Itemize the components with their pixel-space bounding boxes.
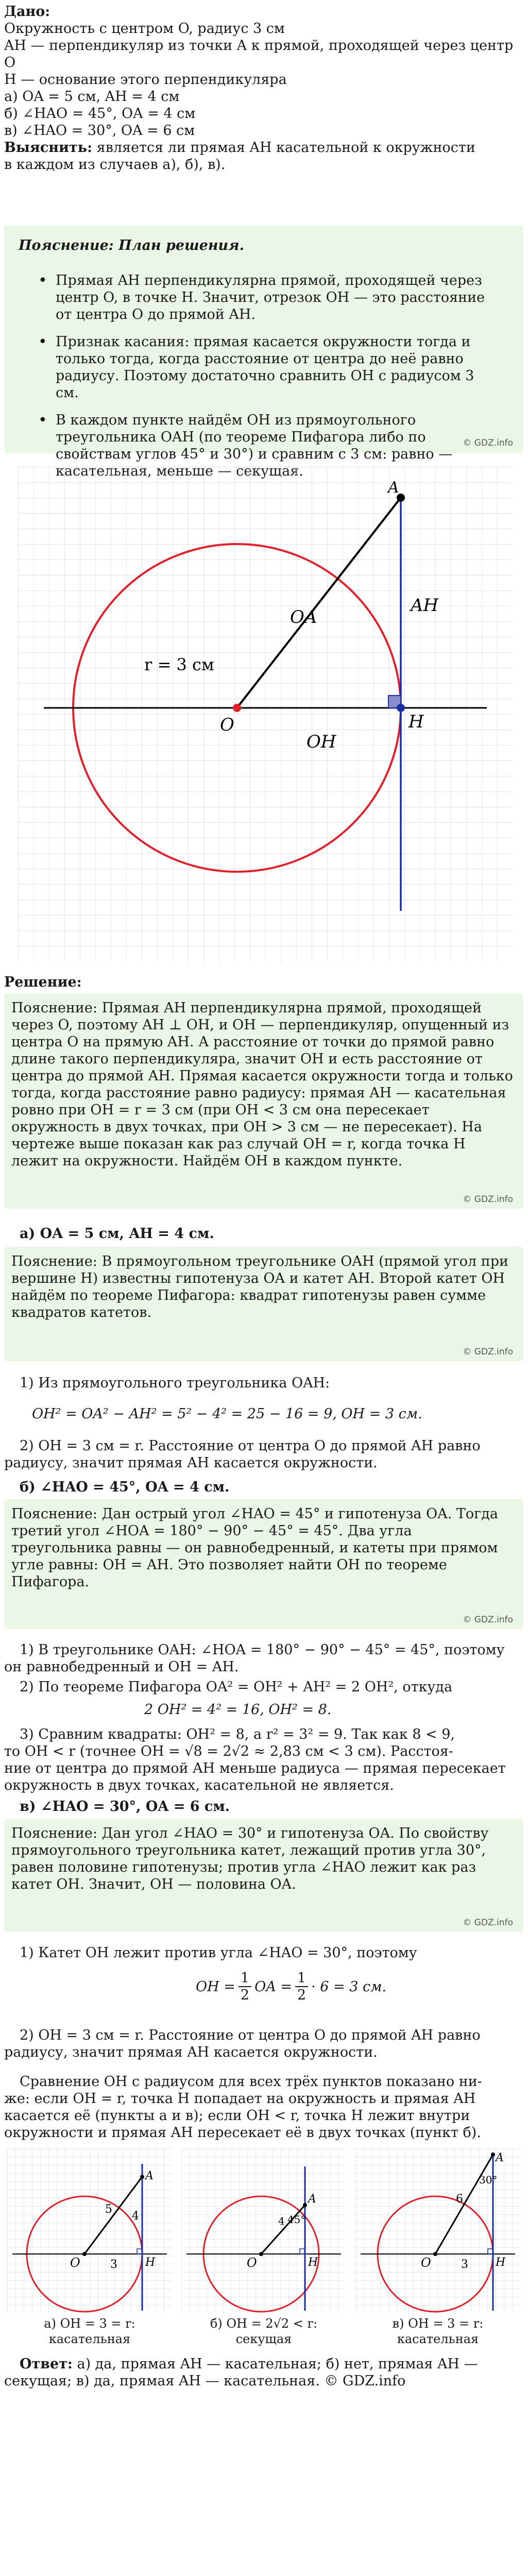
summary-line4: окружности и прямая AH пересекает её в двух точках (пункт б). xyxy=(4,2125,481,2141)
fraction-den: 2 xyxy=(297,1987,306,2003)
answer-line1 xyxy=(20,2355,519,2372)
label-oa-value: 4 xyxy=(278,2215,285,2227)
small-figure-c xyxy=(355,2148,520,2313)
part-b-header: б) ∠HAO = 45°, OA = 4 см. xyxy=(20,1479,230,1495)
given-case-b: б) ∠HAO = 45°, OA = 4 см xyxy=(4,106,196,122)
point-a xyxy=(491,2153,495,2157)
part-b-formula: 2 OH² = 4² = 16, OH² = 8. xyxy=(144,1702,332,1718)
part-b-explanation: Пояснение: Дан острый угол ∠HAO = 45° и гипотенуза OA. Тогда третий угол ∠HOA = 180° − 90° − 45° = 45°. Два угла треугольника равны — он равнобедренный, и катеты при прямом угле равны: OH = AH. Это позволяет найти OH по теореме Пифагора. xyxy=(11,1506,499,1590)
label-a: A xyxy=(496,2151,504,2164)
gdz-watermark: © GDZ.info xyxy=(463,1194,513,1205)
small-figure-a xyxy=(7,2148,172,2313)
formula-right2: · 6 = 3 см. xyxy=(311,1978,387,1995)
grid-background xyxy=(355,2148,520,2313)
given-heading: Дано: xyxy=(4,4,50,20)
label-oh: OH xyxy=(306,732,336,752)
part-a-formula: OH² = OA² − AH² = 5² − 4² = 25 − 16 = 9, OH = 3 см. xyxy=(32,1406,422,1422)
plan-item: • Признак касания: прямая касается окружности тогда и только тогда, когда расстояние от центра до неё равно радиусу. Поэтому достаточно сравнить OH с радиусом 3 см. xyxy=(35,333,499,401)
center-point xyxy=(259,2252,263,2256)
part-c-box xyxy=(4,1819,523,1932)
answer-line2: секущая; в) да, прямая AH — касательная. © GDZ.info xyxy=(4,2373,406,2389)
part-c-step2-line1: 2) OH = 3 см = r. Расстояние от центра O до прямой AH равно xyxy=(20,2027,481,2043)
point-a xyxy=(303,2203,307,2207)
fraction xyxy=(295,1970,308,2003)
given-case-a: а) OA = 5 см, AH = 4 см xyxy=(4,89,180,105)
small-figure-b xyxy=(181,2148,346,2313)
fraction xyxy=(239,1970,251,2003)
given-line: Окружность с центром O, радиус 3 см xyxy=(4,21,285,37)
formula-left: OH = xyxy=(196,1978,235,1995)
label-oa-value: 5 xyxy=(105,2203,112,2216)
summary-line2: же: если OH = r, точка H попадает на окружность и прямая AH xyxy=(4,2091,476,2107)
part-a-step1: 1) Из прямоугольного треугольника OAH: xyxy=(20,1375,330,1391)
part-b-step1-line1: 1) В треугольнике OAH: ∠HOA = 180° − 90° − 45° = 45°, поэтому xyxy=(20,1642,505,1658)
label-ah: AH xyxy=(411,595,439,616)
caption-line: касательная xyxy=(397,2332,479,2346)
label-ah-value: 4 xyxy=(132,2210,139,2223)
given-case-c: в) ∠HAO = 30°, OA = 6 см xyxy=(4,123,195,139)
point-a xyxy=(140,2175,144,2179)
plan-list xyxy=(35,272,499,490)
gdz-watermark: © GDZ.info xyxy=(463,1615,513,1625)
part-a-step2-line1: 2) OH = 3 см = r. Расстояние от центра O до прямой AH равно xyxy=(20,1438,481,1454)
part-a-step2-line2: радиусу, значит прямая AH касается окружности. xyxy=(4,1455,378,1471)
part-c-step2-line2: радиусу, значит прямая AH касается окружности. xyxy=(4,2044,378,2060)
grid-background xyxy=(181,2148,346,2313)
part-b-box xyxy=(4,1499,523,1629)
label-o: O xyxy=(421,2256,431,2270)
label-oh-value: 3 xyxy=(461,2258,468,2271)
answer-text: а) да, прямая AH — касательная; б) нет, прямая AH — xyxy=(72,2356,478,2372)
part-a-header: а) OA = 5 см, AH = 4 см. xyxy=(20,1226,214,1242)
fraction-num: 1 xyxy=(239,1970,251,1987)
part-b-step3-line4: окружность в двух точках, касательной не является. xyxy=(4,1777,394,1793)
part-c-explanation: Пояснение: Дан угол ∠HAO = 30° и гипотенуза OA. По свойству прямоугольного треугольника катет, лежащий против угла 30°, равен половине гипотенузы; против угла ∠HAO лежит как раз катет OH. Значит, OH — половина OA. xyxy=(11,1825,489,1892)
label-oh-value: 3 xyxy=(110,2258,117,2271)
label-a: A xyxy=(388,479,399,497)
label-oa-value: 6 xyxy=(456,2193,463,2206)
task-line xyxy=(4,139,524,156)
label-a: A xyxy=(308,2193,316,2206)
grid-background xyxy=(18,467,513,961)
label-o: O xyxy=(70,2256,80,2270)
summary-line3: касается её (пункты а и в); если OH < r, точка H лежит внутри xyxy=(4,2108,470,2124)
caption-line: секущая xyxy=(235,2332,292,2346)
part-c-header: в) ∠HAO = 30°, OA = 6 см. xyxy=(20,1799,230,1815)
part-b-step3-line3: ние от центра до прямой AH меньше радиуса — прямая пересекает xyxy=(4,1760,506,1776)
task-label: Выяснить: xyxy=(4,140,93,156)
given-line: H — основание этого перпендикуляра xyxy=(4,72,287,88)
solution-explanation: Пояснение: Прямая AH перпендикулярна прямой, проходящей через O, поэтому AH ⊥ OH, и OH — перпендикуляр, опущенный из центра O на прямую AH. А расстояние от точки до прямой равно длине такого перпендикуляра, значит OH и есть расстояние от центра до прямой AH. Прямая касается окружности тогда и только тогда, когда расстояние равно радиусу: прямая AH — касательная ровно при OH = r = 3 см (при OH < 3 см она пересекает окружность в двух точках, при OH > 3 см — не пересекает). На чертеже выше показан как раз случай OH = r, когда точка H лежит на окружности. Найдём OH в каждом пункте. xyxy=(11,1000,513,1169)
center-point xyxy=(433,2252,437,2256)
label-a: A xyxy=(145,2170,154,2182)
part-b-step2: 2) По теореме Пифагора OA² = OH² + AH² = 2 OH², откуда xyxy=(20,1679,453,1695)
fraction-num: 1 xyxy=(295,1970,308,1987)
main-figure xyxy=(18,467,513,961)
label-h: H xyxy=(145,2256,156,2269)
solution-box xyxy=(4,993,523,1209)
task-line-2: в каждом из случаев а), б), в). xyxy=(4,157,226,173)
part-b-step3-line1: 3) Сравним квадраты: OH² = 8, а r² = 3² = 9. Так как 8 < 9, xyxy=(20,1726,455,1742)
part-c-formula xyxy=(196,1970,386,2003)
part-a-box xyxy=(4,1247,523,1361)
label-o: O xyxy=(247,2256,257,2270)
formula-right: OA = xyxy=(254,1978,292,1995)
label-angle: 45° xyxy=(287,2213,306,2226)
small-figure-c-caption xyxy=(355,2316,520,2347)
part-b-step3-line2: то OH < r (точнее OH = √8 = 2√2 ≈ 2,83 см < 3 см). Расстоя- xyxy=(4,1743,453,1759)
given-line: O xyxy=(4,55,16,71)
fraction-den: 2 xyxy=(240,1987,250,2003)
label-h: H xyxy=(496,2256,506,2269)
center-point xyxy=(82,2252,87,2256)
task-text: является ли прямая AH касательной к окружности xyxy=(92,140,475,156)
answer-label: Ответ: xyxy=(20,2356,73,2372)
label-oa: OA xyxy=(290,607,317,628)
caption-line: а) OH = 3 = r: xyxy=(44,2316,135,2331)
label-angle: 30° xyxy=(479,2174,498,2186)
small-figure-b-caption xyxy=(181,2316,346,2347)
label-h: H xyxy=(408,711,424,732)
part-b-step1-line2: он равнобедренный и OH = AH. xyxy=(4,1659,239,1675)
plan-item: • В каждом пункте найдём OH из прямоугольного треугольника OAH (по теореме Пифагора либо по свойствам углов 45° и 30°) и сравним с 3 см: равно — xyxy=(35,412,499,480)
answer-block xyxy=(4,2355,519,2389)
plan-item: • Прямая AH перпендикулярна прямой, проходящей через центр O, в точке H. Значит, отрезок OH — это расстояние от центра O до прямой AH. xyxy=(35,272,499,323)
gdz-watermark: © GDZ.info xyxy=(463,438,513,448)
part-a-explanation: Пояснение: В прямоугольном треугольнике OAH (прямой угол при вершине H) известны гипотенуза OA и катет AH. Второй катет OH найдём по теореме Пифагора: квадрат гипотенузы равен сумме квадратов катетов. xyxy=(11,1253,509,1320)
label-h: H xyxy=(308,2256,318,2269)
caption-line: б) OH = 2√2 < r: xyxy=(210,2316,318,2331)
plan-title: Пояснение: План решения. xyxy=(19,238,245,253)
given-block xyxy=(4,3,524,173)
point-h xyxy=(397,704,405,712)
solution-heading: Решение: xyxy=(4,974,82,990)
center-point xyxy=(233,704,241,712)
small-figure-a-caption xyxy=(7,2316,172,2347)
gdz-watermark: © GDZ.info xyxy=(463,1918,513,1928)
label-o: O xyxy=(220,715,234,735)
part-c-step1: 1) Катет OH лежит против угла ∠HAO = 30°, поэтому xyxy=(20,1945,417,1961)
label-radius: r = 3 см xyxy=(144,655,214,674)
plan-box xyxy=(4,226,523,462)
given-line: AH — перпендикуляр из точки A к прямой, проходящей через центр xyxy=(4,38,514,54)
caption-line: в) OH = 3 = r: xyxy=(392,2316,484,2331)
caption-line: касательная xyxy=(48,2332,131,2346)
gdz-watermark: © GDZ.info xyxy=(463,1347,513,1357)
summary-line1: Сравнение OH с радиусом для всех трёх пунктов показано ни- xyxy=(20,2074,482,2090)
